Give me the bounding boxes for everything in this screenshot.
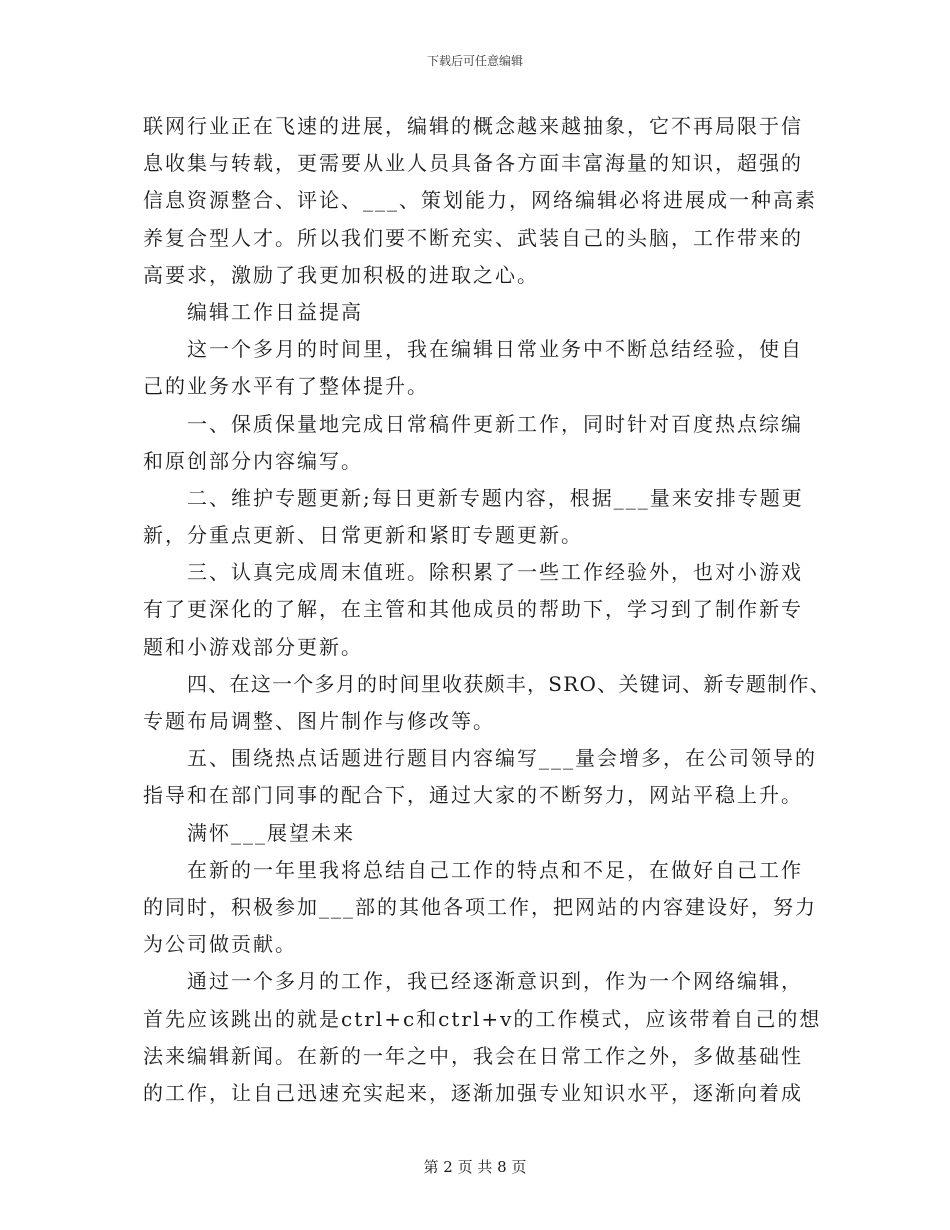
page-footer: 第 2 页 共 8 页 <box>423 1158 527 1176</box>
text-line: 有了更深化的了解，在主管和其他成员的帮助下，学习到了制作新专 <box>143 597 803 622</box>
text-line: 题和小游戏部分更新。 <box>143 634 363 659</box>
text-line: 高要求，激励了我更加积极的进取之心。 <box>143 262 539 287</box>
text-line: 三、认真完成周末值班。除积累了一些工作经验外，也对小游戏 <box>187 560 803 585</box>
text-line: 专题布局调整、图片制作与修改等。 <box>143 709 495 733</box>
text-line: 首先应该跳出的就是ctrl+c和ctrl+v的工作模式，应该带着自己的想 <box>143 1006 822 1031</box>
text-line: 的工作，让自己迅速充实起来，逐渐加强专业知识水平，逐渐向着成 <box>143 1080 803 1105</box>
document-body <box>143 108 833 1112</box>
text-line: 息收集与转载，更需要从业人员具备各方面丰富海量的知识，超强的 <box>143 151 803 176</box>
section-heading: 满怀___展望未来 <box>187 820 355 845</box>
text-line: 养复合型人才。所以我们要不断充实、武装自己的头脑，工作带来的 <box>143 225 803 250</box>
text-line: 在新的一年里我将总结自己工作的特点和不足，在做好自己工作 <box>187 857 803 882</box>
text-line: 五、围绕热点话题进行题目内容编写___量会增多，在公司领导的 <box>187 746 817 771</box>
text-line: 四、在这一个多月的时间里收获颇丰，SRO、关键词、新专题制作、 <box>187 671 831 696</box>
text-line: 法来编辑新闻。在新的一年之中，我会在日常工作之外，多做基础性 <box>143 1043 803 1068</box>
text-line: 指导和在部门同事的配合下，通过大家的不断努力，网站平稳上升。 <box>143 783 803 808</box>
section-heading: 编辑工作日益提高 <box>187 299 363 324</box>
text-line: 和原创部分内容编写。 <box>143 448 363 473</box>
text-line: 为公司做贡献。 <box>143 932 297 957</box>
text-line: 己的业务水平有了整体提升。 <box>143 374 429 399</box>
text-line: 信息资源整合、评论、___、策划能力，网络编辑必将进展成一种高素 <box>143 188 817 213</box>
text-line: 联网行业正在飞速的进展，编辑的概念越来越抽象，它不再局限于信 <box>143 114 803 138</box>
text-line: 的同时，积极参加___部的其他各项工作，把网站的内容建设好，努力 <box>143 894 817 919</box>
page-header: 下载后可任意编辑 <box>426 54 523 68</box>
text-line: 新，分重点更新、日常更新和紧盯专题更新。 <box>143 523 583 548</box>
text-line: 通过一个多月的工作，我已经逐渐意识到，作为一个网络编辑， <box>187 969 803 994</box>
text-line: 这一个多月的时间里，我在编辑日常业务中不断总结经验，使自 <box>187 337 803 362</box>
text-line: 一、保质保量地完成日常稿件更新工作，同时针对百度热点综编 <box>187 411 803 436</box>
text-line: 二、维护专题更新;每日更新专题内容，根据___量来安排专题更 <box>187 485 804 510</box>
